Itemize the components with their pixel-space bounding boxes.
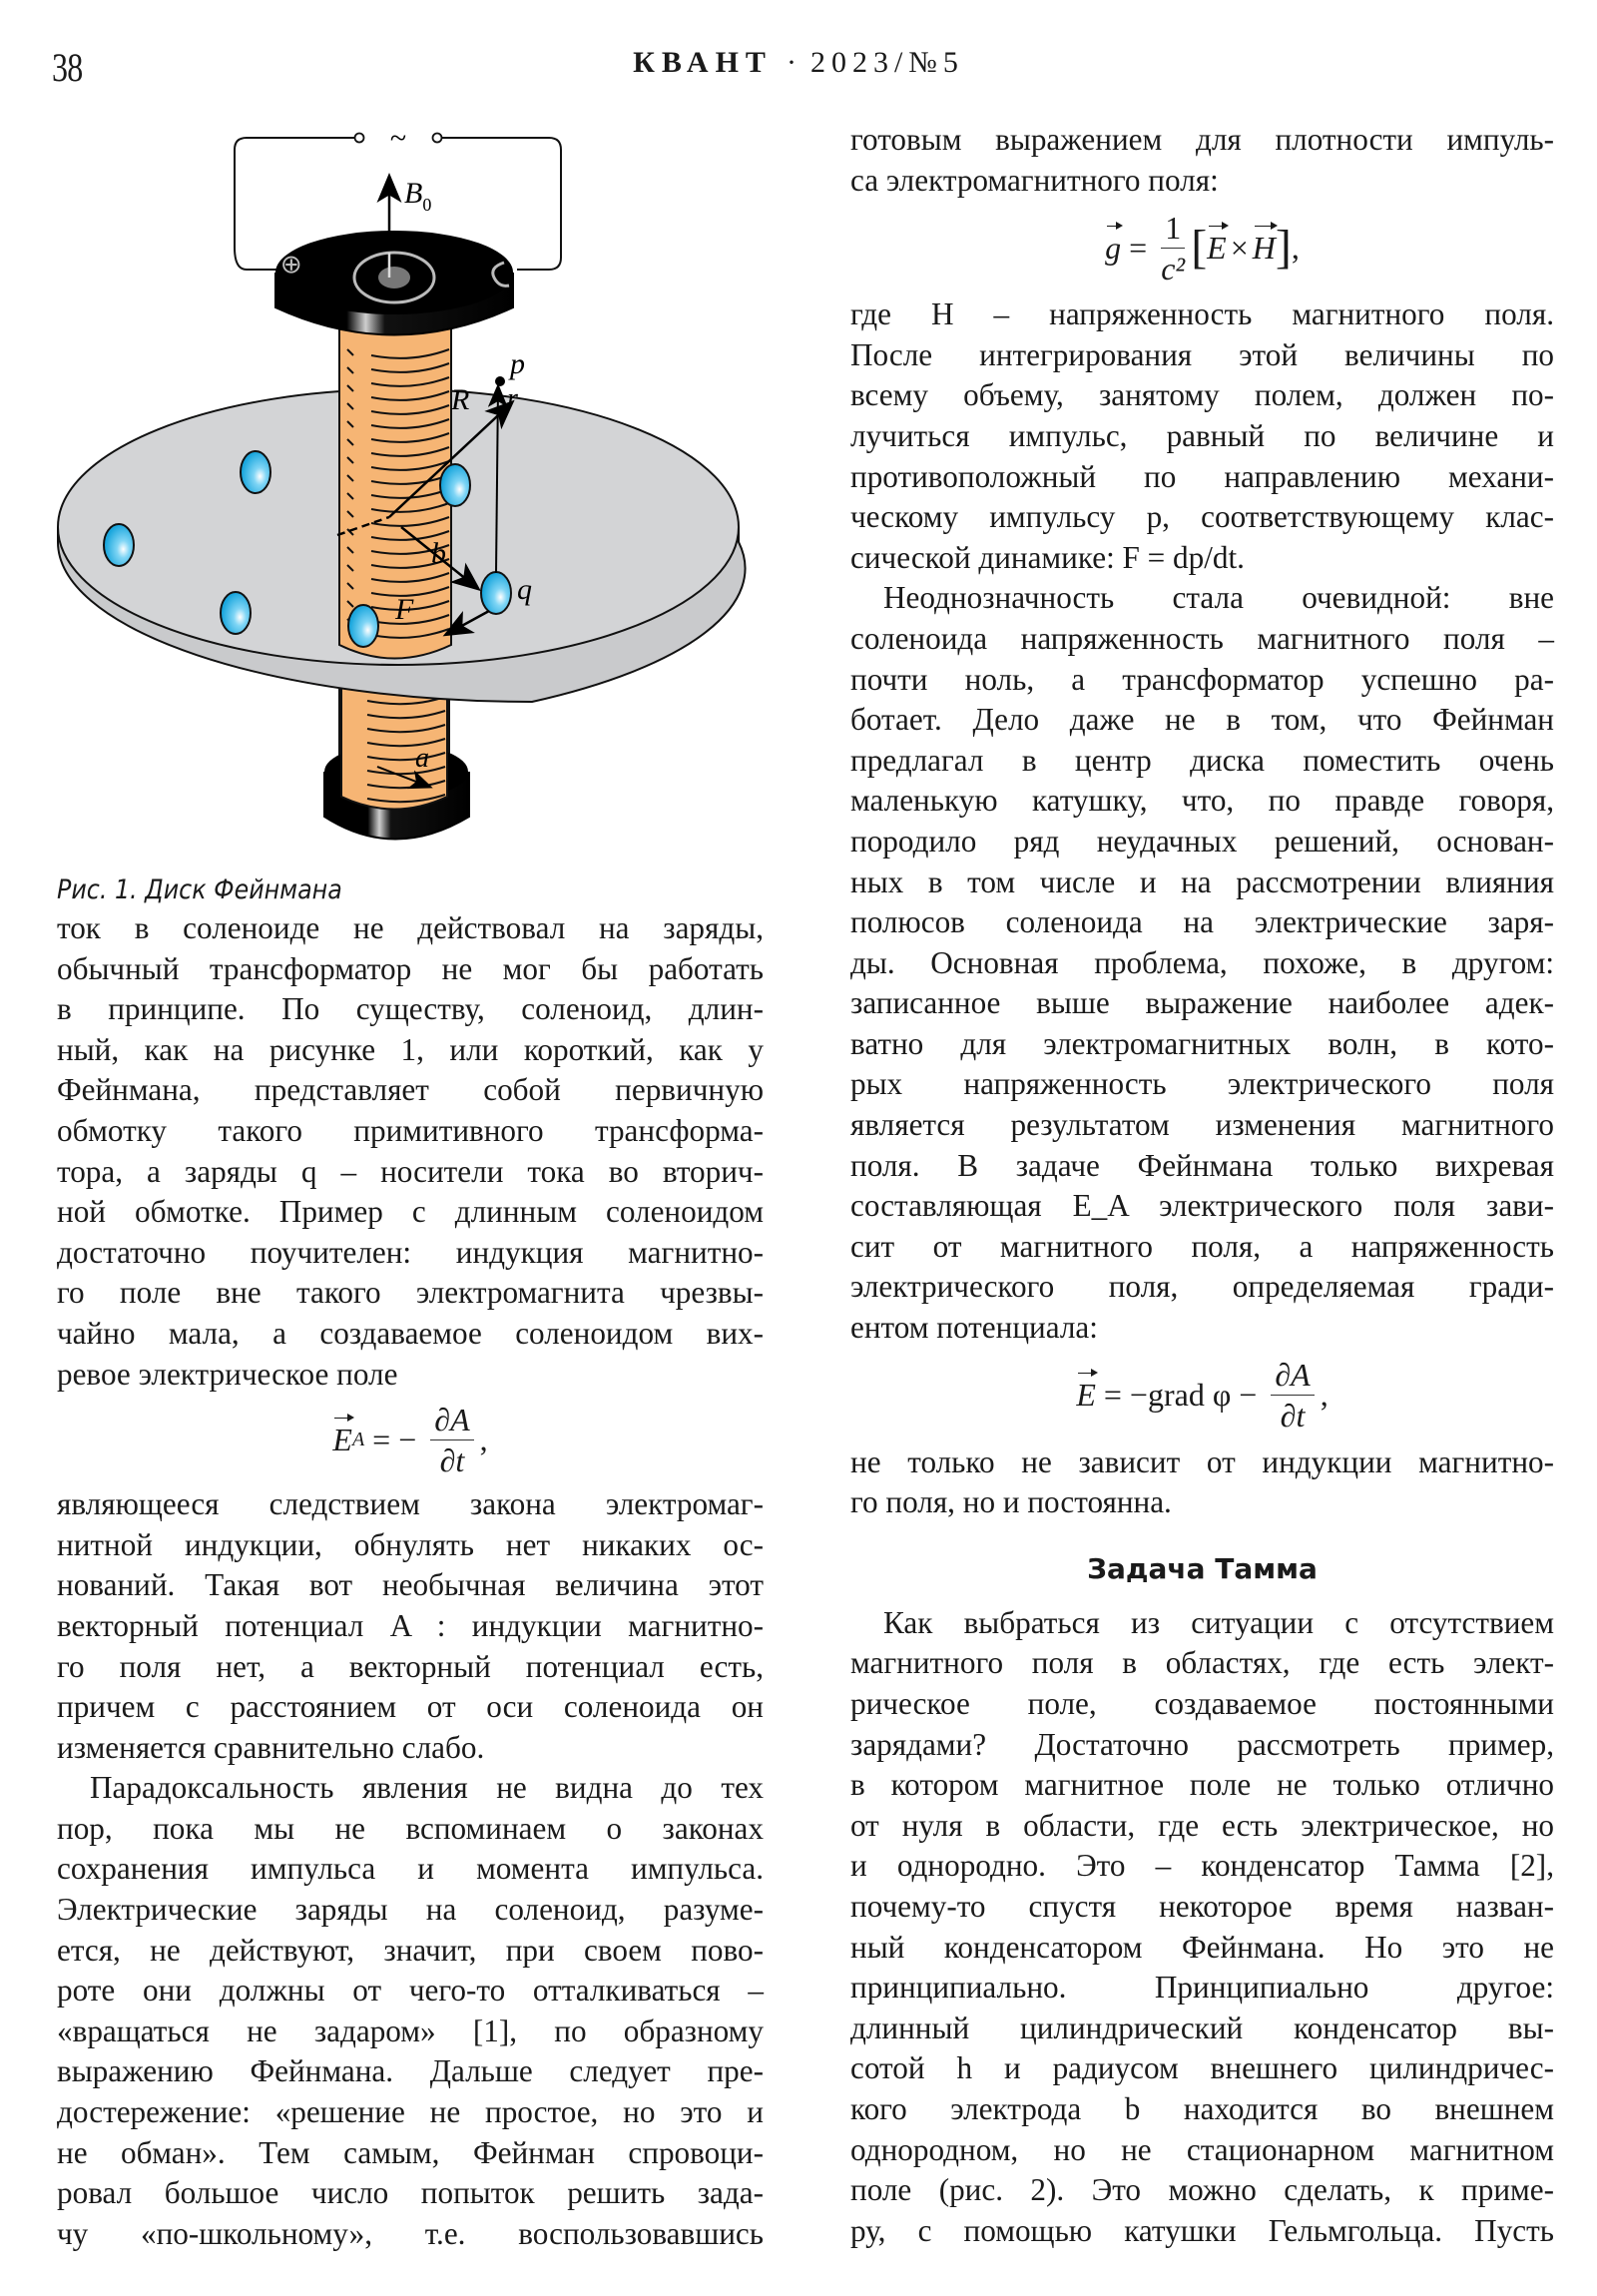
text-line: поле (рис. 2). Это можно сделать, к приме-: [850, 2172, 1554, 2208]
paragraph: [57, 1484, 764, 1768]
paragraph: [850, 1603, 1554, 2252]
text-line: ды. Основная проблема, похоже, в другом:: [850, 944, 1554, 980]
text-line: «вращаться не задаром» [1], по образному: [57, 2012, 764, 2048]
text-line: записанное выше выражение наиболее адек-: [850, 985, 1554, 1021]
text-line: ревое электрическое поле: [57, 1356, 398, 1392]
svg-text:F: F: [395, 593, 414, 626]
paragraph: [850, 1442, 1554, 1523]
text-line: ватно для электромагнитных волн, в кото-: [850, 1025, 1554, 1061]
text-line: зарядами? Достаточно рассмотреть пример,: [850, 1726, 1554, 1762]
svg-text:a: a: [415, 743, 429, 774]
text-line: ных в том числе и на рассмотрении влияния: [850, 863, 1554, 899]
text-line: причем с расстоянием от оси соленоида он: [57, 1689, 764, 1725]
text-line: нований. Такая вот необычная величина этот: [57, 1567, 764, 1603]
svg-text:r: r: [507, 383, 518, 414]
formula-subscript: A: [351, 1428, 365, 1450]
text-line: маленькую катушку, что, по правде говоря,: [850, 783, 1554, 819]
formula-operator: = −grad φ −: [1103, 1377, 1258, 1414]
left-column: [57, 908, 764, 2254]
text-line: ботает. Дело даже не в том, что Фейнман: [850, 702, 1554, 738]
formula-vortex-field: [57, 1399, 764, 1480]
formula-lhs: E: [332, 1420, 352, 1460]
text-line: обычный трансформатор не мог бы работать: [57, 950, 764, 986]
figure-caption: Рис. 1. Диск Фейнмана: [57, 874, 342, 905]
ac-source-icon: ~: [389, 122, 407, 155]
text-line: не только не зависит от индукции магнитно-: [850, 1443, 1554, 1479]
text-line: ной обмотке. Пример с длинным соленоидом: [57, 1194, 764, 1230]
page-number: 38: [52, 45, 83, 90]
text-line: где H – напряженность магнитного поля.: [850, 296, 1554, 332]
text-line: породило ряд неудачных решений, основан-: [850, 823, 1554, 859]
charge-q-icon: [481, 572, 511, 614]
circuit-wire-left: [235, 138, 354, 248]
fraction-numerator: 1: [1161, 208, 1185, 249]
fraction-denominator: ∂t: [439, 1441, 465, 1478]
text-line: ток в соленоиде не действовал на заряды,: [57, 910, 764, 945]
text-line: составляющая E_A электрического поля зави-: [850, 1188, 1554, 1224]
text-line: сотой h и радиусом внешнего цилиндричес-: [850, 2050, 1554, 2086]
text-line: почему-то спустя некоторое время назван-: [850, 1888, 1554, 1924]
text-line: ческому импульсу p, соответствующему клас-: [850, 499, 1554, 535]
text-line: го поле вне такого электромагнита чрезвы-: [57, 1275, 764, 1311]
paragraph: [850, 120, 1554, 201]
point-p: [495, 376, 505, 386]
paragraph: [850, 578, 1554, 1348]
text-line: Электрические заряды на соленоид, разуме-: [57, 1892, 764, 1928]
text-line: чайно мала, а создаваемое соленоидом вих-: [57, 1315, 764, 1351]
text-line: Как выбраться из ситуации с отсутствием: [883, 1604, 1554, 1640]
text-line: электрического поля, определяемая гради-: [850, 1269, 1554, 1305]
charge-icon: [104, 524, 134, 566]
formula-operator: =: [1129, 229, 1148, 266]
text-line: обмотку такого примитивного трансформа-: [57, 1112, 764, 1148]
paragraph: [57, 908, 764, 1395]
terminal-right: [433, 134, 442, 143]
terminal-left: [355, 134, 364, 143]
text-line: ный конденсатором Фейнмана. Но это не: [850, 1929, 1554, 1965]
text-line: и однородно. Это – конденсатор Тамма [2],: [850, 1848, 1554, 1884]
text-line: противоположный по направлению механи-: [850, 458, 1554, 494]
fraction-denominator: ∂t: [1280, 1398, 1306, 1435]
text-line: всему объему, занятому полем, должен по-: [850, 377, 1554, 413]
charge-icon: [348, 605, 378, 647]
text-line: нитной индукции, обнулять нет никаких ос-: [57, 1526, 764, 1562]
text-line: пор, пока мы не вспоминаем о законах: [57, 1810, 764, 1846]
figure-feynman-disk: [50, 118, 789, 857]
text-line: са электромагнитного поля:: [850, 162, 1219, 198]
formula-comma: ,: [479, 1421, 488, 1457]
formula-comma: ,: [1291, 229, 1300, 266]
text-line: ный, как на рисунке 1, или короткий, как у: [57, 1031, 764, 1067]
fraction-numerator: ∂A: [1271, 1355, 1314, 1396]
svg-text:R: R: [451, 383, 470, 416]
text-line: го поля, но и постоянна.: [850, 1484, 1172, 1520]
text-line: Фейнмана, представляет собой первичную: [57, 1072, 764, 1108]
text-line: роте они должны от чего-то отталкиваться –: [57, 1973, 764, 2009]
formula-lhs: E: [1076, 1375, 1096, 1416]
text-line: в котором магнитное поле не только отлично: [850, 1767, 1554, 1803]
header-separator: ·: [786, 46, 797, 79]
text-line: являющееся следствием закона электромаг-: [57, 1486, 764, 1522]
text-line: не обман». Тем самым, Фейнман спровоци-: [57, 2134, 764, 2170]
formula-operator: = −: [372, 1421, 417, 1457]
svg-text:b: b: [431, 537, 446, 570]
text-line: векторный потенциал A : индукции магнитно-: [57, 1607, 764, 1643]
fraction-denominator: c²: [1161, 250, 1186, 287]
text-line: достаточно поучителен: индукция магнитно-: [57, 1234, 764, 1270]
running-head: [0, 46, 1597, 80]
text-line: сической динамике: F = dp/dt.: [850, 539, 1245, 575]
text-line: ентом потенциала:: [850, 1310, 1098, 1346]
text-line: тора, а заряды q – носители тока во вторич-: [57, 1153, 764, 1189]
charge-icon: [221, 592, 251, 634]
svg-text:⊕: ⊕: [276, 254, 306, 276]
formula-electric-field: [850, 1353, 1554, 1438]
formula-comma: ,: [1320, 1377, 1329, 1414]
text-line: рых напряженность электрического поля: [850, 1066, 1554, 1102]
text-line: соленоида напряженность магнитного поля –: [850, 620, 1554, 656]
svg-text:B0: $B_0$: [404, 177, 432, 215]
text-line: длинный цилиндрический конденсатор вы-: [850, 2009, 1554, 2045]
text-line: достережение: «решение не простое, но это и: [57, 2094, 764, 2130]
bracket-right: ]: [1275, 220, 1292, 274]
magazine-title: КВАНТ: [633, 46, 773, 79]
text-line: полюсов соленоида на электрические заря-: [850, 904, 1554, 940]
formula-fraction: [430, 1400, 473, 1480]
svg-text:p: p: [510, 347, 525, 380]
text-line: поля. В задаче Фейнмана только вихревая: [850, 1147, 1554, 1183]
text-line: Неоднозначность стала очевидной: вне: [883, 580, 1554, 616]
vector-E: E: [1207, 228, 1227, 269]
charge-icon: [241, 451, 270, 493]
text-line: сит от магнитного поля, а напряженность: [850, 1228, 1554, 1264]
text-line: Парадоксальность явления не видна до тех: [90, 1770, 764, 1806]
issue-number: 2023/№5: [809, 46, 964, 79]
vector-H: H: [1253, 228, 1276, 269]
formula-fraction: [1161, 208, 1185, 288]
fraction-numerator: ∂A: [430, 1400, 473, 1440]
right-column: [850, 120, 1554, 2251]
text-line: является результатом изменения магнитного: [850, 1107, 1554, 1143]
text-line: в принципе. По существу, соленоид, длин-: [57, 991, 764, 1027]
formula-lhs: g: [1105, 228, 1121, 269]
text-line: готовым выражением для плотности импуль-: [850, 122, 1554, 157]
paragraph: [850, 294, 1554, 578]
text-line: принципиально. Принципиально другое:: [850, 1970, 1554, 2006]
text-line: рическое поле, создаваемое постоянными: [850, 1686, 1554, 1721]
text-line: почти ноль, а трансформатор успешно ра-: [850, 661, 1554, 697]
text-line: магнитного поля в областях, где есть элект-: [850, 1645, 1554, 1681]
text-line: кого электрода b находится во внешнем: [850, 2090, 1554, 2126]
text-line: изменяется сравнительно слабо.: [57, 1729, 485, 1765]
text-line: ется, не действуют, значит, при своем пово-: [57, 1932, 764, 1968]
text-line: лучиться импульс, равный по величине и: [850, 417, 1554, 453]
text-line: выражению Фейнмана. Дальше следует пре-: [57, 2053, 764, 2089]
text-line: После интегрирования этой величины по: [850, 336, 1554, 372]
bracket-left: [: [1191, 220, 1208, 274]
text-line: чу «по-школьному», т.е. воспользовавшись: [57, 2215, 764, 2251]
section-title: Задача Тамма: [1087, 1551, 1318, 1585]
feynman-disk-diagram: [50, 118, 789, 857]
paragraph: [57, 1768, 764, 2254]
text-line: от нуля в области, где есть электрическое, но: [850, 1807, 1554, 1843]
text-line: предлагал в центр диска поместить очень: [850, 742, 1554, 778]
charge-icon: [440, 464, 470, 506]
text-line: ровал большое число попыток решить зада-: [57, 2175, 764, 2211]
text-line: го поля нет, а векторный потенциал есть,: [57, 1648, 764, 1684]
text-line: сохранения импульса и момента импульса.: [57, 1851, 764, 1887]
formula-fraction: [1271, 1355, 1314, 1435]
text-line: ру, с помощью катушки Гельмгольца. Пусть: [850, 2212, 1554, 2248]
formula-momentum-density: [850, 205, 1554, 290]
svg-text:q: q: [517, 573, 532, 606]
cross-product-icon: ×: [1230, 229, 1249, 266]
text-line: однородном, но не стационарном магнитном: [850, 2131, 1554, 2167]
